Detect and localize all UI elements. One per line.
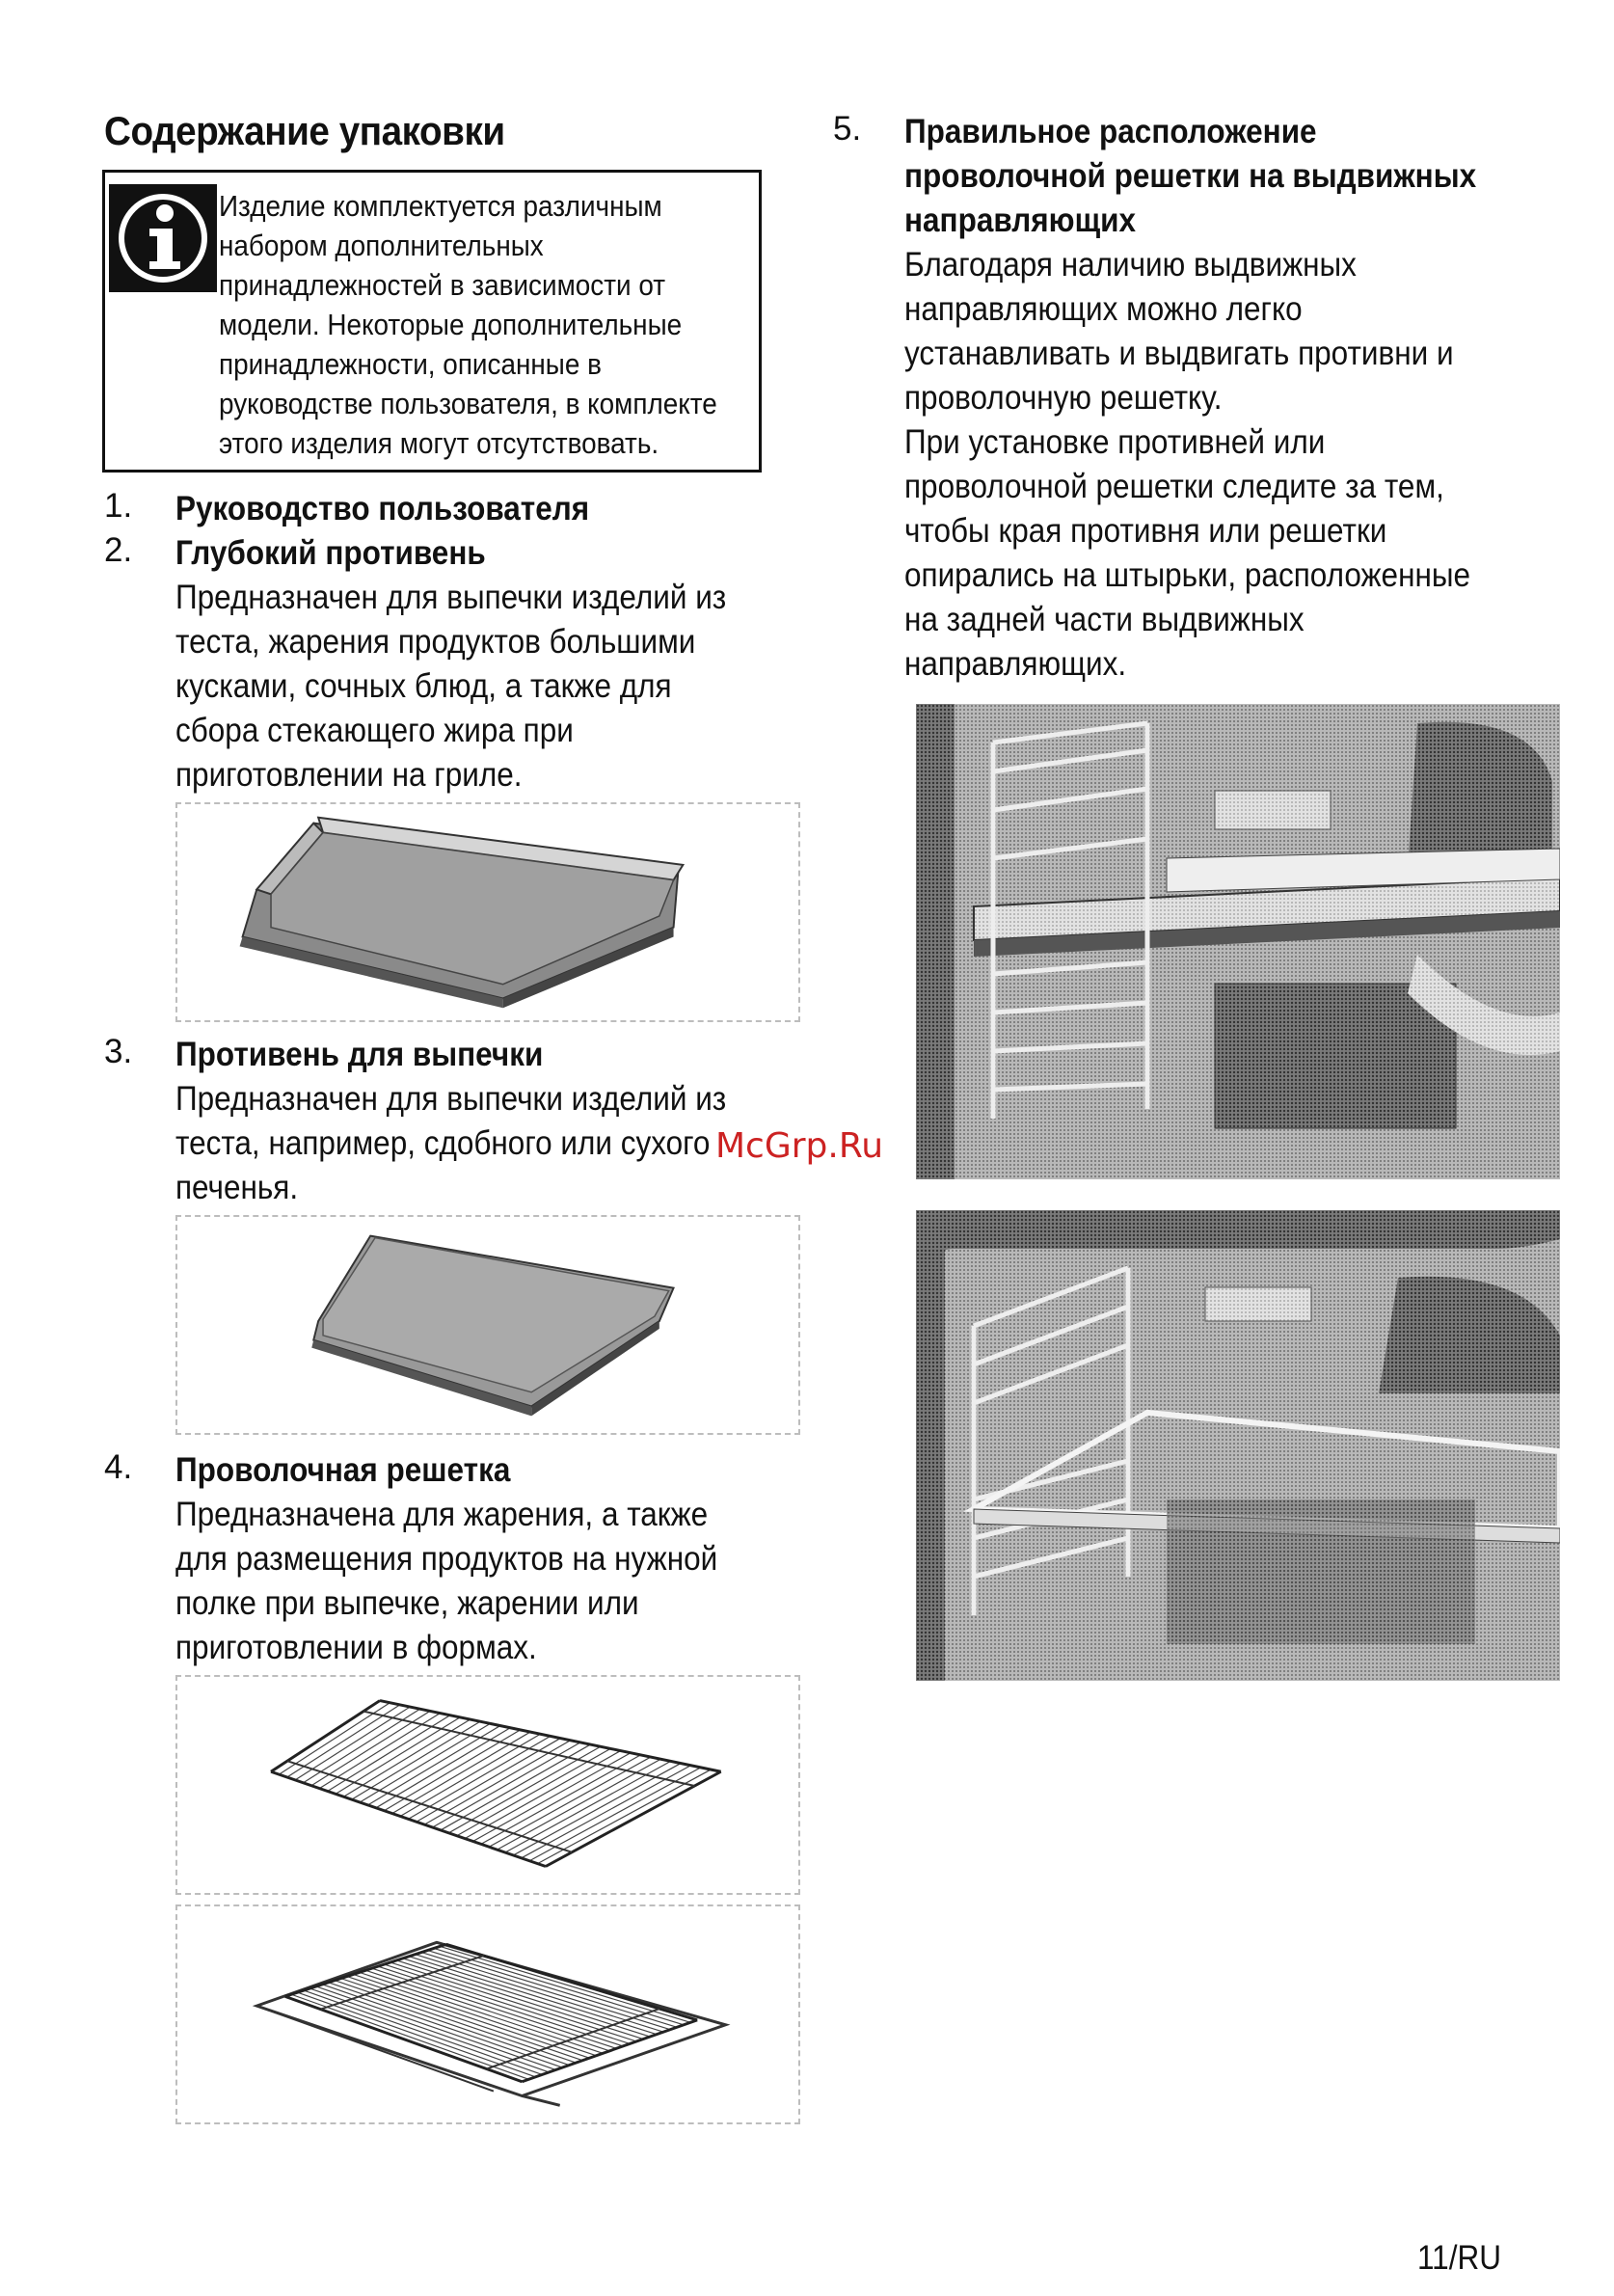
item-title-line: Правильное расположение [904, 113, 1317, 150]
item-desc-line: Предназначен для выпечки изделий из [175, 579, 727, 616]
item-desc-line: приготовлении в формах. [175, 1629, 537, 1666]
item-desc-line: проволочной решетки следите за тем, [904, 468, 1444, 505]
note-line: принадлежностей в зависимости от [219, 268, 666, 302]
item-desc-line: направляющих можно легко [904, 290, 1303, 328]
note-line: этого изделия могут отсутствовать. [219, 426, 659, 460]
item-desc-line: Благодаря наличию выдвижных [904, 246, 1357, 284]
info-icon [109, 184, 217, 292]
watermark: McGrp.Ru [715, 1126, 884, 1166]
item-number: 1. [104, 487, 133, 525]
note-line: принадлежности, описанные в [219, 347, 602, 381]
page-number: 11/RU [1417, 2239, 1501, 2277]
item-number: 5. [833, 110, 862, 148]
section-title: Содержание упаковки [104, 108, 505, 153]
item-desc-line: Предназначен для выпечки изделий из [175, 1080, 727, 1118]
item-desc-line: теста, например, сдобного или сухого [175, 1124, 711, 1162]
item-desc-line: чтобы края противня или решетки [904, 512, 1387, 550]
item-title: Противень для выпечки [175, 1036, 544, 1073]
item-desc-line: проволочную решетку. [904, 379, 1223, 417]
note-line: Изделие комплектуется различным [219, 189, 662, 223]
item-number: 2. [104, 531, 133, 569]
item-desc-line: устанавливать и выдвигать противни и [904, 335, 1454, 372]
wire-rack-illustration [177, 1677, 798, 1893]
item-title: Проволочная решетка [175, 1451, 511, 1489]
deep-tray-illustration [177, 804, 798, 1020]
item-desc-line: сбора стекающего жира при [175, 712, 574, 749]
item-desc-line: Предназначена для жарения, а также [175, 1496, 709, 1533]
wire-rack-tray-illustration [177, 1906, 798, 2122]
item-title: Руководство пользователя [175, 490, 590, 527]
item-desc-line: приготовлении на гриле. [175, 756, 523, 794]
oven-rack-photo [916, 1210, 1560, 1681]
item-number: 4. [104, 1448, 133, 1486]
note-text [219, 186, 757, 463]
baking-tray-figure [175, 1215, 800, 1435]
item-desc-line: опирались на штырьки, расположенные [904, 556, 1471, 594]
item-number: 3. [104, 1033, 133, 1070]
wire-rack-figure [175, 1675, 800, 1895]
item-title: Глубокий противень [175, 534, 486, 572]
info-note [102, 170, 762, 473]
item-desc-line: направляющих. [904, 645, 1127, 683]
note-line: модели. Некоторые дополнительные [219, 308, 683, 341]
baking-tray-illustration [177, 1217, 798, 1433]
item-desc-line: для размещения продуктов на нужной [175, 1540, 718, 1578]
item-desc-line: кусками, сочных блюд, а также для [175, 667, 672, 705]
item-desc-line: При установке противней или [904, 423, 1326, 461]
oven-tray-photo [916, 704, 1560, 1179]
deep-tray-figure [175, 802, 800, 1022]
item-desc-line: на задней части выдвижных [904, 601, 1305, 638]
item-desc-line: полке при выпечке, жарении или [175, 1584, 639, 1622]
item-desc-line: теста, жарения продуктов большими [175, 623, 696, 661]
wire-rack-tray-figure [175, 1904, 800, 2124]
item-title-line: направляющих [904, 202, 1137, 239]
item-desc-line: печенья. [175, 1169, 299, 1206]
note-line: руководстве пользователя, в комплекте [219, 387, 717, 420]
item-title-line: проволочной решетки на выдвижных [904, 157, 1477, 195]
note-line: набором дополнительных [219, 229, 544, 262]
